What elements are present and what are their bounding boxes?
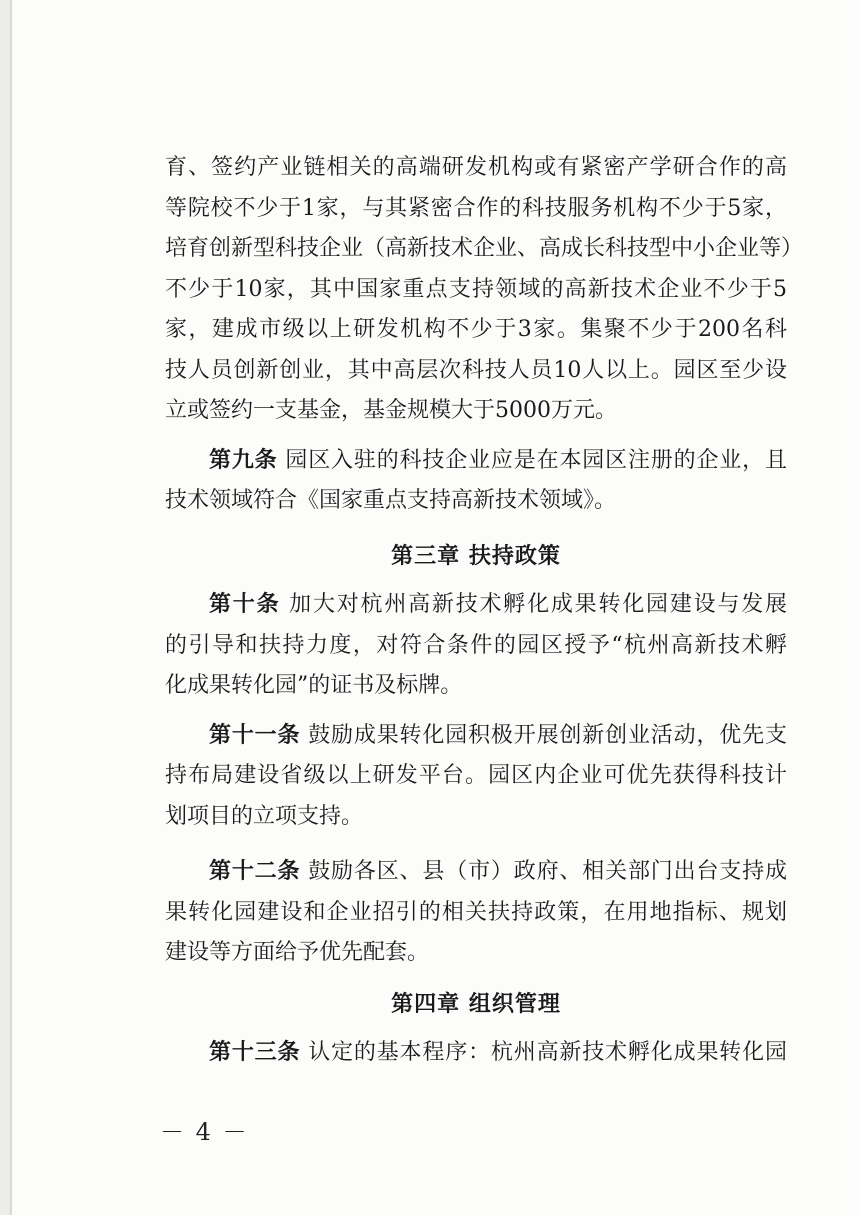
- scan-shadow: [0, 0, 10, 1215]
- article-title: 第十三条: [209, 1039, 301, 1065]
- article-title: 第十一条: [209, 721, 301, 748]
- text-line: [165, 1032, 787, 1074]
- article-11: [165, 715, 787, 838]
- text-line: 技术领域符合《国家重点支持高新技术领域》。: [165, 488, 617, 513]
- paragraph-continuation: [165, 148, 804, 432]
- article-text: 鼓励各区、县（市）政府、相关部门出台支持成: [308, 859, 787, 884]
- article-10: [165, 584, 787, 707]
- text-line: [165, 851, 787, 893]
- text-line: 建设等方面给予优先配套。: [165, 940, 430, 965]
- text-line: 果转化园建设和企业招引的相关扶持政策，在用地指标、规划: [165, 899, 787, 925]
- page-number: － 4 －: [160, 1118, 249, 1146]
- text-line: 等院校不少于1家，与其紧密合作的科技服务机构不少于5家，: [165, 195, 787, 221]
- article-9: [165, 440, 787, 522]
- text-line: [165, 440, 787, 482]
- text-line: 立或签约一支基金，基金规模大于5000万元。: [165, 398, 617, 423]
- article-text: 鼓励成果转化园积极开展创新创业活动，优先支: [308, 722, 787, 748]
- text-line: 培育创新型科技企业（高新技术企业、高成长科技型中小企业等）: [165, 236, 804, 261]
- text-line: 的引导和扶持力度，对符合条件的园区授予“杭州高新技术孵: [165, 632, 787, 658]
- document-body: [165, 148, 804, 1074]
- article-text: 园区入驻的科技企业应是在本园区注册的企业，且: [285, 447, 787, 473]
- article-text: 认定的基本程序：杭州高新技术孵化成果转化园: [308, 1040, 787, 1065]
- text-line: 化成果转化园”的证书及标牌。: [165, 673, 463, 698]
- article-13: [165, 1032, 787, 1074]
- text-line: 家，建成市级以上研发机构不少于3家。集聚不少于200名科: [165, 317, 787, 342]
- text-line: 不少于10家，其中国家重点支持领域的高新技术企业不少于5: [165, 276, 787, 302]
- page-edge: [10, 0, 12, 1215]
- text-line: 育、签约产业链相关的高端研发机构或有紧密产学研合作的高: [165, 155, 787, 180]
- chapter-heading: 第三章 扶持政策: [391, 542, 561, 569]
- article-title: 第十条: [209, 591, 281, 617]
- text-line: 技人员创新创业，其中高层次科技人员10人以上。园区至少设: [165, 357, 787, 383]
- article-title: 第九条: [209, 446, 278, 473]
- article-12: [165, 851, 787, 974]
- article-title: 第十二条: [209, 858, 301, 884]
- text-line: 划项目的立项支持。: [165, 803, 364, 829]
- text-line: [165, 715, 787, 757]
- chapter-heading: 第四章 组织管理: [391, 990, 561, 1017]
- article-text: 加大对杭州高新技术孵化成果转化园建设与发展: [289, 592, 787, 617]
- text-line: [165, 584, 787, 626]
- text-line: 持布局建设省级以上研发平台。园区内企业可优先获得科技计: [165, 763, 787, 788]
